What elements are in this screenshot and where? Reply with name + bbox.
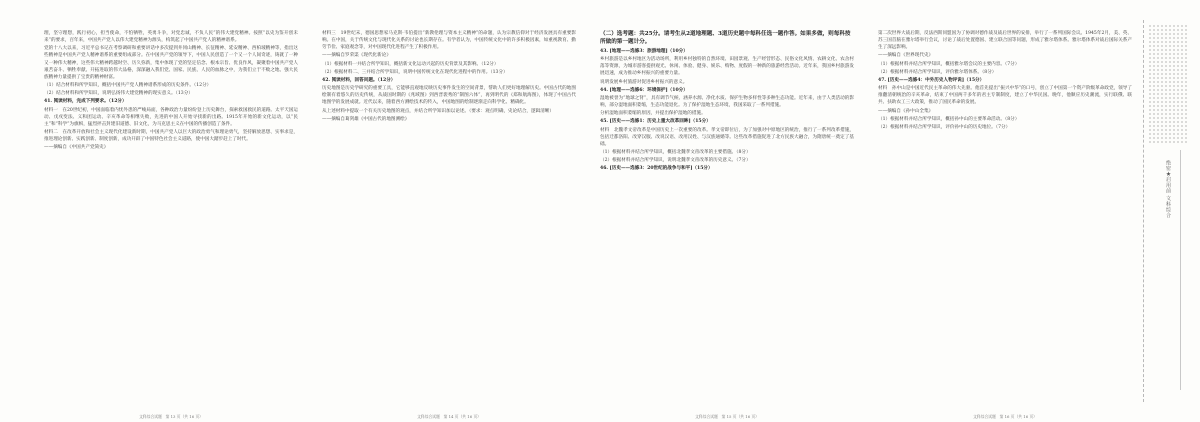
paragraph: 第二次世界大战后期，反法西斯同盟国为了协调对德作战及战后世界的安排，举行了一系列国际会议。1945年2月，美、英、苏三国首脑在雅尔塔举行会议，讨论了战后处置德国、建立联合国等问题，形成了雅尔塔体系。雅尔塔体系对战后国际关系产生了深远影响。 xyxy=(878,31,1132,51)
source-citation: ——摘编自《中国共产党简史》 xyxy=(44,145,109,151)
page-footer: 文科综合试题 第 13 页（共 16 页） xyxy=(139,414,203,419)
paragraph: 材料 孙中山是中国近代民主革命的伟大先驱。他首先提出“振兴中华”的口号，创立了中国第一个资产阶级革命政党，领导了推翻清朝统治的辛亥革命，结束了中国两千多年的君主专制制度，建立了中华民国。晚年，他顺应历史潮流，实行联俄、联共、扶助农工三大政策，推动了国民革命的发展。 xyxy=(878,86,1132,106)
question-item: （2）根据材料二、三并结合所学知识，说明中国传统文化在现代化进程中的作用。（13分） xyxy=(322,69,508,75)
question-heading: 44. [地理——选修6：环境保护]（10分） xyxy=(600,87,688,93)
question-item: （2）根据材料并结合所学知识，说明北魏孝文帝改革的历史意义。（7分） xyxy=(600,158,751,164)
paragraph: 历史地图是历史学研究的重要工具，它能够直观地反映历史事件发生的空间背景，帮助人们更好地理解历史。中国古代的地图绘制有着悠久的历史传统，从战国时期的《兆域图》到西晋裴秀的“制图六体”，再到明代的《郑和航海图》，体现了中国古代地图学的发展成就。近代以来，随着西方测绘技术的传入，中国地图的绘制逐渐走向科学化、精确化。 xyxy=(322,86,576,106)
dot-pattern xyxy=(1148,24,1188,144)
side-label: 绝密★启用前 文科综合 xyxy=(1165,160,1171,219)
paragraph: 乡村旅游是以乡村地区为活动场所，利用乡村独特的自然环境、田园景观、生产经营形态、民俗文化风情、农耕文化、农舍村落等资源，为城市游客提供观光、休闲、体验、健身、娱乐、购物、度假的一种新的旅游经营活动。近年来，我国乡村旅游发展迅速，成为推动乡村振兴的重要力量。 xyxy=(600,57,854,77)
binding-line xyxy=(1180,150,1181,390)
page-footer: 文科综合试题 第 15 页（共 16 页） xyxy=(695,414,759,419)
page-3 xyxy=(596,30,858,410)
paragraph: 理，坚守理想，践行初心，担当使命，不怕牺牲，英勇斗争，对党忠诚，不负人民”的伟大建党精神。按照“以史为鉴开创未来”的要求，百年来，中国共产党人以伟大建党精神为源头，构筑起了中国共产党人的精神谱系。 xyxy=(44,31,298,44)
paragraph: 湿地被誉为“地球之肾”，具有调节气候、涵养水源、净化水质、保护生物多样性等多种生态功能。近年来，由于人类活动的影响，部分湿地面积萎缩，生态功能退化。为了保护湿地生态环境，我国采取了一系列措施。 xyxy=(600,95,854,109)
binding-margin xyxy=(1143,20,1192,402)
source-citation: ——摘编自《世界现代史》 xyxy=(878,53,934,59)
paragraph: 从上述材料中提取一个有关历史地图的观点，并结合所学知识加以论述。（要求：观点明确，史论结合，逻辑清晰） xyxy=(322,108,554,114)
page-4 xyxy=(874,30,1136,410)
question-heading: 41. 阅读材料，完成下列要求。（12分） xyxy=(44,99,127,105)
question-heading: 46. [历史——选修3：20世纪的战争与和平]（15分） xyxy=(600,166,713,172)
question-item: （1）根据材料并结合所学知识，概括北魏孝文帝改革的主要措施。（8分） xyxy=(600,150,751,156)
question-item: （1）根据材料一并结合所学知识，概括新文化运动兴起的历史背景及其影响。（12分） xyxy=(322,61,499,67)
paragraph: 材料三 19世纪末，德国思想家马克斯·韦伯提出“新教伦理与资本主义精神”的命题，认为宗教信仰对于经济发展具有重要影响。在中国，关于传统文化与现代化关系的讨论也长期存在。有学者认为，中国传统文化中的许多积极因素，如重视教育、勤劳节俭、家庭观念等，对中国现代化进程产生了积极作用。 xyxy=(322,31,576,51)
paragraph: 材料一 在20世纪初，中国面临着内忧外患的严峻局面，各种政治力量纷纷登上历史舞台，探索救国救民的道路。太平天国运动、戊戌变法、义和团运动、辛亥革命等相继失败，先进的中国人开始寻找新的出路。1915年开始的新文化运动，以“民主”和“科学”为旗帜，猛烈抨击封建旧道德、旧文化，为马克思主义在中国的传播创造了条件。 xyxy=(44,107,298,127)
question-item: （2）根据材料并结合所学知识，评价雅尔塔体系。（8分） xyxy=(878,69,997,75)
question-item: （1）根据材料并结合所学知识，概括孙中山的主要革命活动。（8分） xyxy=(878,116,1020,122)
paragraph: 材料 北魏孝文帝改革是中国历史上一次重要的改革。孝文帝即位后，为了加强对中原地区的统治，推行了一系列改革措施，包括迁都洛阳、改穿汉服、改说汉语、改用汉姓、与汉族通婚等。这些改革措施促进了北方民族大融合，为隋唐统一奠定了基础。 xyxy=(600,127,854,147)
question-heading: 47. [历史——选修4：中外历史人物评说]（15分） xyxy=(878,77,985,83)
question-item: （2）结合材料和所学知识，说明弘扬伟大建党精神的现实意义。（13分） xyxy=(44,91,193,97)
paragraph: 材料二 在改革开放和社会主义现代化建设新时期，中国共产党人以巨大的政治勇气和理论勇气，坚持解放思想、实事求是，推进理论创新、实践创新、制度创新，成功开辟了中国特色社会主义道路，使中国大踏步赶上了时代。 xyxy=(44,130,298,143)
section-banner: （二）选考题：共25分。请考生从2道地理题、3道历史题中每科任选一题作答。如果多做，则每科按所做的第一题计分。 xyxy=(600,31,851,45)
paragraph: 党的十八大以来，习近平总书记在考察调研和重要讲话中多次提到井冈山精神、长征精神、延安精神、西柏坡精神等，指出这些精神是中国共产党人精神谱系的重要组成部分。在中国共产党的领导下，中国人民创造了一个又一个人间奇迹，铸就了一种又一种伟大精神，这些伟大精神跨越时空、历久弥新，集中体现了党的坚定信念、根本宗旨、优良作风，凝聚着中国共产党人艰苦奋斗、牺牲奉献、开拓进取的伟大品格，深深融入我们党、国家、民族、人民的血脉之中，为我们立于不败之地、强大民族精神力量提供了宝贵的精神财富。 xyxy=(44,46,298,80)
question-heading: 42. 阅读材料，回答问题。（12分） xyxy=(322,77,396,83)
question-item: （1）结合材料和所学知识，概括中国共产党人精神谱系形成的历史条件。（12分） xyxy=(44,83,212,89)
page-1 xyxy=(40,30,302,410)
question-heading: 43. [地理——选修3：旅游地理]（10分） xyxy=(600,49,688,54)
page-footer: 文科综合试题 第 14 页（共 16 页） xyxy=(417,414,481,419)
question-item: （1）根据材料并结合所学知识，概括雅尔塔会议的主要内容。（7分） xyxy=(878,61,1020,67)
source-citation: ——摘编自《孙中山全集》 xyxy=(878,108,934,114)
page-2 xyxy=(318,30,580,410)
question-item: 说明发展乡村旅游对促进乡村振兴的意义。 xyxy=(600,79,688,85)
source-citation: ——摘编自罗荣渠《现代化新论》 xyxy=(322,53,391,59)
question-heading: 45. [历史——选修1：历史上重大改革回眸]（15分） xyxy=(600,119,711,125)
source-citation: ——摘编自葛剑雄《中国古代的地图测绘》 xyxy=(322,116,410,122)
page-footer: 文科综合试题 第 16 页（共 16 页） xyxy=(973,414,1037,419)
question-item: 分析湿地面积萎缩的原因，并提出保护湿地的措施。 xyxy=(600,111,706,117)
question-item: （2）根据材料并结合所学知识，评价孙中山的历史地位。（7分） xyxy=(878,124,1011,130)
